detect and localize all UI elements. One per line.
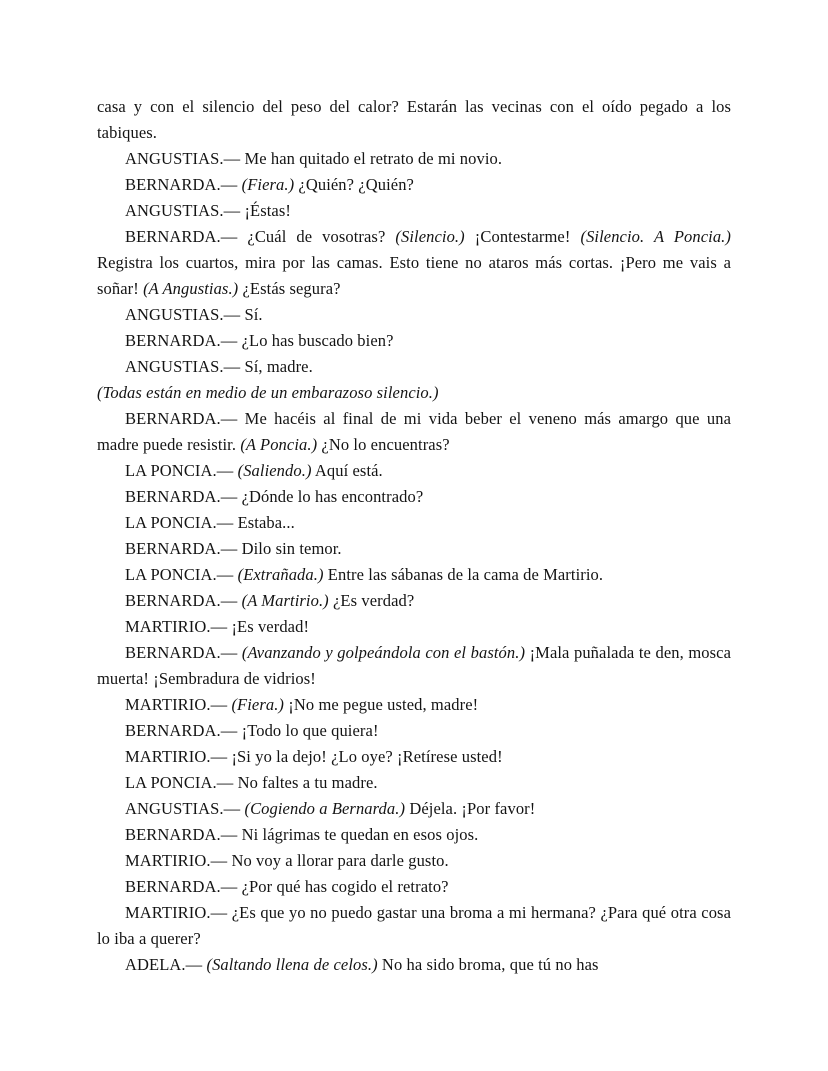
- stage-direction: (Silencio.): [395, 227, 465, 246]
- dialogue-text: ¡Mala puñalada te den, mosca muerta! ¡Sembradura de vidrios!: [97, 643, 731, 688]
- stage-direction-line: [97, 380, 731, 406]
- dialogue-text: BERNARDA.—: [125, 175, 242, 194]
- dialogue-text: BERNARDA.— Ni lágrimas te quedan en esos ojos.: [125, 825, 479, 844]
- dialogue-line: [97, 458, 731, 484]
- dialogue-text: MARTIRIO.— No voy a llorar para darle gusto.: [125, 851, 449, 870]
- dialogue-text: LA PONCIA.—: [125, 461, 238, 480]
- dialogue-text: BERNARDA.—: [125, 591, 242, 610]
- dialogue-text: ¡Contestarme!: [464, 227, 581, 246]
- dialogue-text: BERNARDA.— ¿Lo has buscado bien?: [125, 331, 394, 350]
- dialogue-text: BERNARDA.— Dilo sin temor.: [125, 539, 342, 558]
- dialogue-text: ¿Es verdad?: [328, 591, 415, 610]
- dialogue-text: ADELA.—: [125, 955, 207, 974]
- stage-direction: (Saltando llena de celos.): [206, 955, 378, 974]
- dialogue-text: BERNARDA.— ¿Dónde lo has encontrado?: [125, 487, 424, 506]
- dialogue-line: [97, 510, 731, 536]
- dialogue-text: BERNARDA.— ¡Todo lo que quiera!: [125, 721, 379, 740]
- dialogue-text: ANGUSTIAS.— ¡Éstas!: [125, 201, 291, 220]
- dialogue-line: [97, 484, 731, 510]
- dialogue-text: ANGUSTIAS.— Sí.: [125, 305, 263, 324]
- text-block: [97, 94, 731, 978]
- stage-direction: (Silencio. A Poncia.): [580, 227, 731, 246]
- dialogue-line: [97, 640, 731, 692]
- dialogue-line: [97, 744, 731, 770]
- dialogue-line: [97, 614, 731, 640]
- stage-direction: (Saliendo.): [237, 461, 312, 480]
- dialogue-line: [97, 692, 731, 718]
- dialogue-text: MARTIRIO.— ¡Es verdad!: [125, 617, 310, 636]
- dialogue-line: [97, 822, 731, 848]
- dialogue-line: [97, 198, 731, 224]
- dialogue-text: BERNARDA.— ¿Cuál de vosotras?: [125, 227, 396, 246]
- dialogue-text: BERNARDA.— Me hacéis al final de mi vida beber el veneno más amargo que una madre puede resistir.: [97, 409, 731, 454]
- dialogue-text: LA PONCIA.—: [125, 565, 238, 584]
- stage-direction: (Cogiendo a Bernarda.): [244, 799, 406, 818]
- dialogue-text: ¡No me pegue usted, madre!: [284, 695, 479, 714]
- dialogue-line: [97, 536, 731, 562]
- dialogue-text: casa y con el silencio del peso del calor? Estarán las vecinas con el oído pegado a los tabiques.: [97, 97, 731, 142]
- stage-direction: (Fiera.): [241, 175, 295, 194]
- dialogue-text: MARTIRIO.— ¡Si yo la dejo! ¿Lo oye? ¡Retírese usted!: [125, 747, 503, 766]
- dialogue-line: [97, 354, 731, 380]
- dialogue-line: [97, 224, 731, 302]
- dialogue-line: [97, 588, 731, 614]
- dialogue-text: ANGUSTIAS.—: [125, 799, 245, 818]
- dialogue-text: No ha sido broma, que tú no has: [377, 955, 599, 974]
- dialogue-text: ANGUSTIAS.— Sí, madre.: [125, 357, 313, 376]
- dialogue-text: MARTIRIO.—: [125, 695, 232, 714]
- dialogue-text: LA PONCIA.— No faltes a tu madre.: [125, 773, 378, 792]
- dialogue-line: [97, 146, 731, 172]
- dialogue-text: ¿Estás segura?: [238, 279, 341, 298]
- dialogue-text: Déjela. ¡Por favor!: [405, 799, 536, 818]
- dialogue-text: Registra los cuartos, mira por las camas. Esto tiene no ataros más cortas. ¡Pero me vais a soñar!: [97, 253, 731, 298]
- dialogue-line: [97, 874, 731, 900]
- stage-direction: (A Martirio.): [241, 591, 329, 610]
- dialogue-line: [97, 952, 731, 978]
- dialogue-line: [97, 328, 731, 354]
- stage-direction: (Avanzando y golpeándola con el bastón.): [241, 643, 526, 662]
- stage-direction: (A Poncia.): [240, 435, 318, 454]
- dialogue-line: [97, 562, 731, 588]
- dialogue-text: ¿No lo encuentras?: [317, 435, 450, 454]
- dialogue-line: [97, 900, 731, 952]
- stage-direction: (Extrañada.): [237, 565, 324, 584]
- dialogue-text: BERNARDA.—: [125, 643, 242, 662]
- dialogue-text: Aquí está.: [311, 461, 383, 480]
- dialogue-text: ¿Quién? ¿Quién?: [294, 175, 414, 194]
- dialogue-line: [97, 848, 731, 874]
- dialogue-line: [97, 718, 731, 744]
- prose-line: [97, 94, 731, 146]
- dialogue-text: LA PONCIA.— Estaba...: [125, 513, 295, 532]
- dialogue-line: [97, 406, 731, 458]
- dialogue-line: [97, 770, 731, 796]
- dialogue-line: [97, 796, 731, 822]
- dialogue-line: [97, 302, 731, 328]
- stage-direction: (A Angustias.): [143, 279, 239, 298]
- dialogue-text: BERNARDA.— ¿Por qué has cogido el retrato?: [125, 877, 449, 896]
- dialogue-text: Entre las sábanas de la cama de Martirio.: [323, 565, 604, 584]
- stage-direction: (Fiera.): [231, 695, 285, 714]
- dialogue-line: [97, 172, 731, 198]
- dialogue-text: ANGUSTIAS.— Me han quitado el retrato de mi novio.: [125, 149, 503, 168]
- stage-direction: (Todas están en medio de un embarazoso silencio.): [97, 383, 439, 402]
- dialogue-text: MARTIRIO.— ¿Es que yo no puedo gastar una broma a mi hermana? ¿Para qué otra cosa lo iba a querer?: [97, 903, 731, 948]
